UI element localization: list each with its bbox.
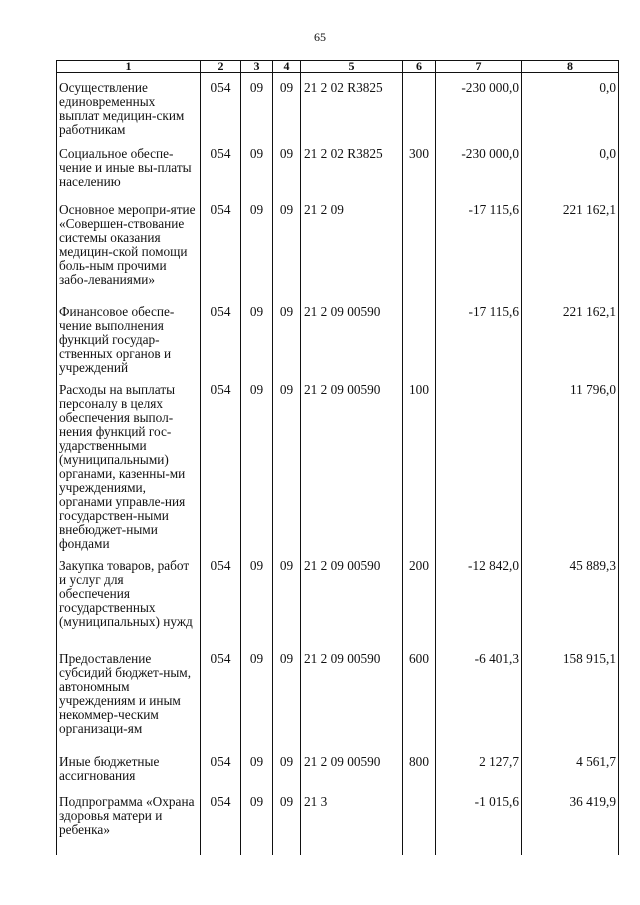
row-name: Социальное обеспе-чение и иные вы-платы населению (57, 139, 201, 195)
cell-col2: 054 (201, 139, 241, 195)
column-header-7: 7 (436, 61, 522, 73)
cell-col5: 21 2 09 (301, 195, 403, 297)
cell-col4: 09 (273, 375, 301, 551)
cell-col3: 09 (241, 747, 273, 787)
cell-col7: -6 401,3 (436, 644, 522, 747)
column-header-1: 1 (57, 61, 201, 73)
cell-col7: -230 000,0 (436, 73, 522, 139)
cell-col2: 054 (201, 747, 241, 787)
cell-col2: 054 (201, 297, 241, 375)
cell-col8: 158 915,1 (522, 644, 619, 747)
cell-col2: 054 (201, 551, 241, 644)
cell-col6: 200 (403, 551, 436, 644)
table-row (57, 139, 619, 195)
row-name: Расходы на выплаты персоналу в целях обеспечения выпол-нения функций гос-ударственными (муниципальными) органами, казенны-ми учреждениями, органами управле-ния государствен-ными внебюджет-ными фондами (57, 375, 201, 551)
cell-col4: 09 (273, 644, 301, 747)
cell-col7: -17 115,6 (436, 297, 522, 375)
cell-col3: 09 (241, 139, 273, 195)
cell-col8: 0,0 (522, 73, 619, 139)
cell-col4: 09 (273, 139, 301, 195)
cell-col8: 0,0 (522, 139, 619, 195)
table-row (57, 644, 619, 747)
budget-table (56, 60, 619, 855)
cell-col3: 09 (241, 73, 273, 139)
cell-col2: 054 (201, 787, 241, 855)
row-name: Финансовое обеспе-чение выполнения функций государ-ственных органов и учреждений (57, 297, 201, 375)
cell-col5: 21 2 09 00590 (301, 297, 403, 375)
cell-col4: 09 (273, 551, 301, 644)
cell-col6: 100 (403, 375, 436, 551)
cell-col7: -1 015,6 (436, 787, 522, 855)
table-row (57, 551, 619, 644)
cell-col8: 11 796,0 (522, 375, 619, 551)
cell-col4: 09 (273, 787, 301, 855)
column-header-2: 2 (201, 61, 241, 73)
cell-col5: 21 2 09 00590 (301, 375, 403, 551)
cell-col7: -230 000,0 (436, 139, 522, 195)
table-row (57, 195, 619, 297)
table-row (57, 747, 619, 787)
cell-col4: 09 (273, 747, 301, 787)
cell-col6: 800 (403, 747, 436, 787)
cell-col7: -17 115,6 (436, 195, 522, 297)
page-number: 65 (314, 30, 326, 44)
cell-col8: 221 162,1 (522, 297, 619, 375)
row-name: Иные бюджетные ассигнования (57, 747, 201, 787)
column-header-8: 8 (522, 61, 619, 73)
cell-col6: 600 (403, 644, 436, 747)
table-row (57, 73, 619, 139)
table-row (57, 297, 619, 375)
table-row (57, 375, 619, 551)
column-header-4: 4 (273, 61, 301, 73)
row-name: Предоставление субсидий бюджет-ным, автономным учреждениям и иным некоммер-ческим организаци-ям (57, 644, 201, 747)
cell-col4: 09 (273, 73, 301, 139)
cell-col5: 21 2 02 R3825 (301, 73, 403, 139)
cell-col6 (403, 73, 436, 139)
row-name: Основное меропри-ятие «Совершен-ствование системы оказания медицин-ской помощи боль-ным прочими забо-леваниями» (57, 195, 201, 297)
cell-col4: 09 (273, 195, 301, 297)
cell-col3: 09 (241, 644, 273, 747)
row-name: Закупка товаров, работ и услуг для обеспечения государственных (муниципальных) нужд (57, 551, 201, 644)
cell-col4: 09 (273, 297, 301, 375)
table-row (57, 787, 619, 855)
cell-col5: 21 2 02 R3825 (301, 139, 403, 195)
cell-col8: 45 889,3 (522, 551, 619, 644)
cell-col8: 36 419,9 (522, 787, 619, 855)
cell-col2: 054 (201, 375, 241, 551)
cell-col5: 21 3 (301, 787, 403, 855)
cell-col3: 09 (241, 787, 273, 855)
cell-col6 (403, 297, 436, 375)
cell-col3: 09 (241, 195, 273, 297)
cell-col7 (436, 375, 522, 551)
cell-col8: 221 162,1 (522, 195, 619, 297)
cell-col7: 2 127,7 (436, 747, 522, 787)
row-name: Осуществление единовременных выплат медицин-ским работникам (57, 73, 201, 139)
cell-col5: 21 2 09 00590 (301, 551, 403, 644)
cell-col6 (403, 195, 436, 297)
cell-col2: 054 (201, 195, 241, 297)
cell-col3: 09 (241, 551, 273, 644)
cell-col5: 21 2 09 00590 (301, 644, 403, 747)
cell-col6: 300 (403, 139, 436, 195)
column-header-6: 6 (403, 61, 436, 73)
cell-col7: -12 842,0 (436, 551, 522, 644)
cell-col2: 054 (201, 73, 241, 139)
column-header-3: 3 (241, 61, 273, 73)
cell-col8: 4 561,7 (522, 747, 619, 787)
cell-col2: 054 (201, 644, 241, 747)
cell-col5: 21 2 09 00590 (301, 747, 403, 787)
column-header-5: 5 (301, 61, 403, 73)
cell-col3: 09 (241, 297, 273, 375)
row-name: Подпрограмма «Охрана здоровья матери и ребенка» (57, 787, 201, 855)
header-row (57, 61, 619, 73)
cell-col3: 09 (241, 375, 273, 551)
cell-col6 (403, 787, 436, 855)
